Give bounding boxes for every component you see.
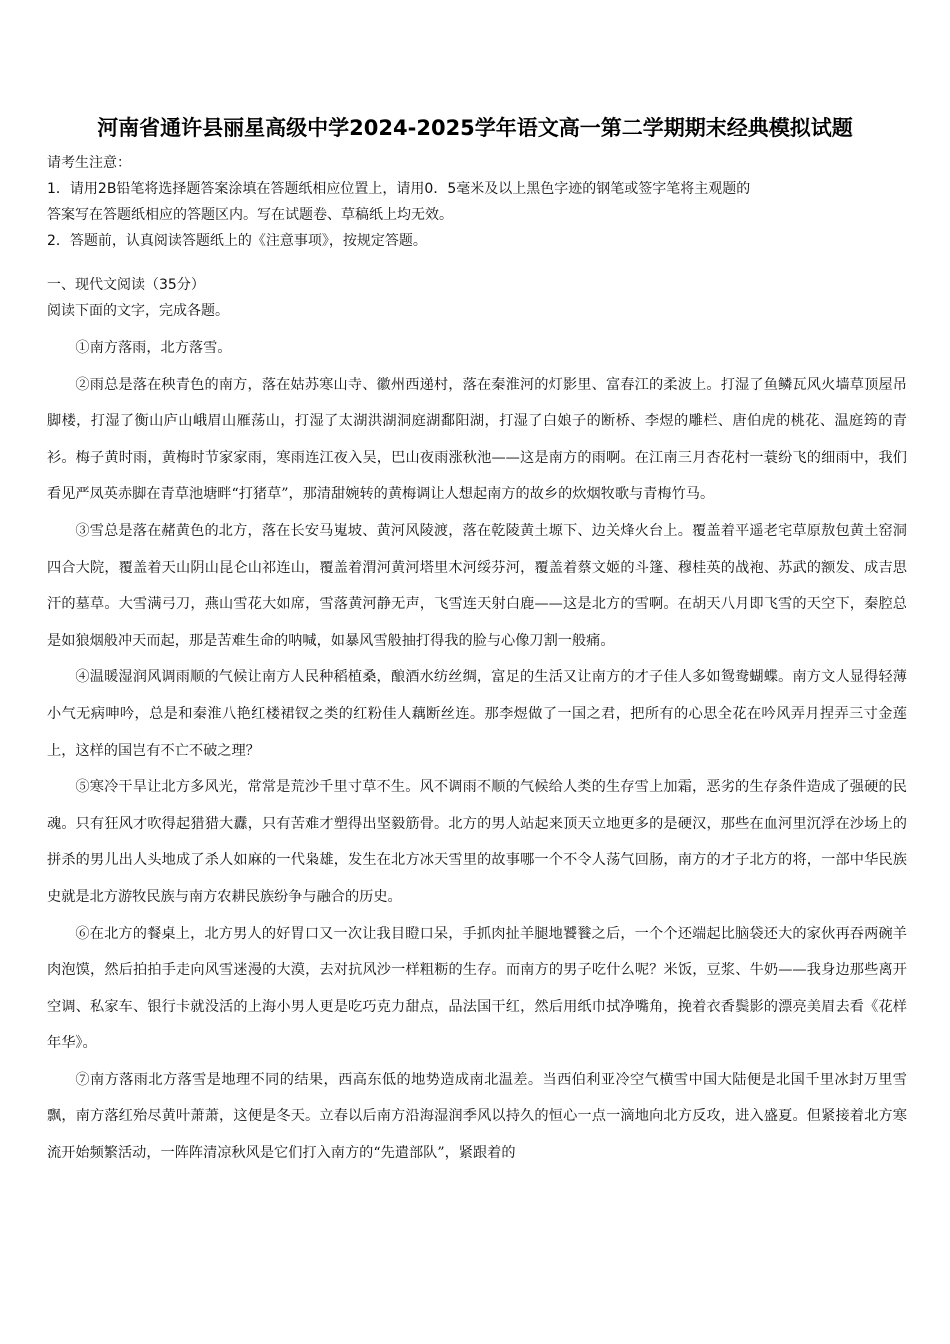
passage-paragraph-7: ⑦南方落雨北方落雪是地理不同的结果，西高东低的地势造成南北温差。当西伯利亚冷空气横雪中国大陆便是北国千里冰封万里雪飘，南方落红殆尽黄叶萧萧，这便是冬天。立春以后南方沿海湿润季风以持久的恒心一点一滴地向北方反攻，进入盛夏。但紧接着北方寒流开始频繁活动，一阵阵清凉秋风是它们打入南方的“先遣部队”，紧跟着的 (47, 1071, 907, 1162)
notice-heading: 请考生注意： (47, 155, 131, 171)
notice-item: 答案写在答题纸相应的答题区内。写在试题卷、草稿纸上均无效。 (47, 207, 453, 223)
passage-paragraph-5: ⑤寒冷干旱让北方多风光，常常是荒沙千里寸草不生。风不调雨不顺的气候给人类的生存雪上加霜，恶劣的生存条件造成了强硬的民魂。只有狂风才吹得起猎猎大纛，只有苦难才塑得出坚毅筋骨。北方的男人站起来顶天立地更多的是硬汉，那些在血河里沉浮在沙场上的拼杀的男儿出人头地成了杀人如麻的一代枭雄，发生在北方冰天雪里的故事哪一个不令人荡气回肠，南方的才子北方的将，一部中华民族史就是北方游牧民族与南方农耕民族纷争与融合的历史。 (47, 779, 907, 905)
section-heading: 一、现代文阅读（35分） (47, 277, 205, 293)
passage-paragraph-2: ②雨总是落在秧青色的南方，落在姑苏寒山寺、徽州西递村，落在秦淮河的灯影里、富春江的柔波上。打湿了鱼鳞瓦风火墙草顶屋吊脚楼，打湿了衡山庐山峨眉山雁荡山，打湿了太湖洪湖洞庭湖鄱阳湖，打湿了白娘子的断桥、李煜的雕栏、唐伯虎的桃花、温庭筠的青衫。梅子黄时雨，黄梅时节家家雨，寒雨连江夜入吴，巴山夜雨涨秋池——这是南方的雨啊。在江南三月杏花村一蓑纷飞的细雨中，我们看见严凤英赤脚在青草池塘畔“打猪草”，那清甜婉转的黄梅调让人想起南方的故乡的炊烟牧歌与青梅竹马。 (47, 376, 907, 503)
exam-title: 河南省通许县丽星高级中学2024-2025学年语文高一第二学期期末经典模拟试题 (97, 116, 853, 140)
passage-paragraph-4: ④温暖湿润风调雨顺的气候让南方人民种稻植桑，酿酒水纺丝绸，富足的生活又让南方的才子佳人多如鸳鸯蝴蝶。南方文人显得轻薄小气无病呻吟，总是和秦淮八艳红楼裙钗之类的红粉佳人藕断丝连。那李煜做了一国之君，把所有的心思全花在吟风弄月捏弄三寸金莲上，这样的国岂有不亡不破之理？ (47, 669, 907, 759)
section-header (47, 272, 907, 324)
passage-paragraph-1: ①南方落雨，北方落雪。 (75, 340, 232, 356)
notice-item: 2．答题前，认真阅读答题纸上的《注意事项》，按规定答题。 (47, 233, 427, 249)
reading-passage (47, 330, 907, 1172)
passage-paragraph-3: ③雪总是落在赭黄色的北方，落在长安马嵬坡、黄河风陵渡，落在乾陵黄土塬下、边关烽火台上。覆盖着平遥老宅草原敖包黄土窑洞四合大院，覆盖着天山阴山昆仑山祁连山，覆盖着渭河黄河塔里木河绥芬河，覆盖着蔡文姬的斗篷、穆桂英的战袍、苏武的额发、成吉思汗的墓草。大雪满弓刀，燕山雪花大如席，雪落黄河静无声，飞雪连天射白鹿——这是北方的雪啊。在胡天八月即飞雪的天空下，秦腔总是如狼烟般冲天而起，那是苦难生命的呐喊，如暴风雪般抽打得我的脸与心像刀割一般痛。 (47, 522, 907, 649)
notice-block (47, 150, 907, 254)
section-instruction: 阅读下面的文字，完成各题。 (47, 303, 229, 319)
notice-item: 1．请用2B铅笔将选择题答案涂填在答题纸相应位置上，请用0．5毫米及以上黑色字迹的钢笔或签字笔将主观题的 (47, 181, 751, 197)
passage-paragraph-6: ⑥在北方的餐桌上，北方男人的好胃口又一次让我目瞪口呆，手抓肉扯羊腿地饕餮之后，一个个还端起比脑袋还大的家伙再吞两碗羊肉泡馍，然后拍拍手走向风雪迷漫的大漠，去对抗风沙一样粗粝的生存。而南方的男子吃什么呢？米饭，豆浆、牛奶——我身边那些离开空调、私家车、银行卡就没活的上海小男人更是吃巧克力甜点，品法国干红，然后用纸巾拭净嘴角，挽着衣香鬓影的漂亮美眉去看《花样年华》。 (47, 925, 907, 1052)
